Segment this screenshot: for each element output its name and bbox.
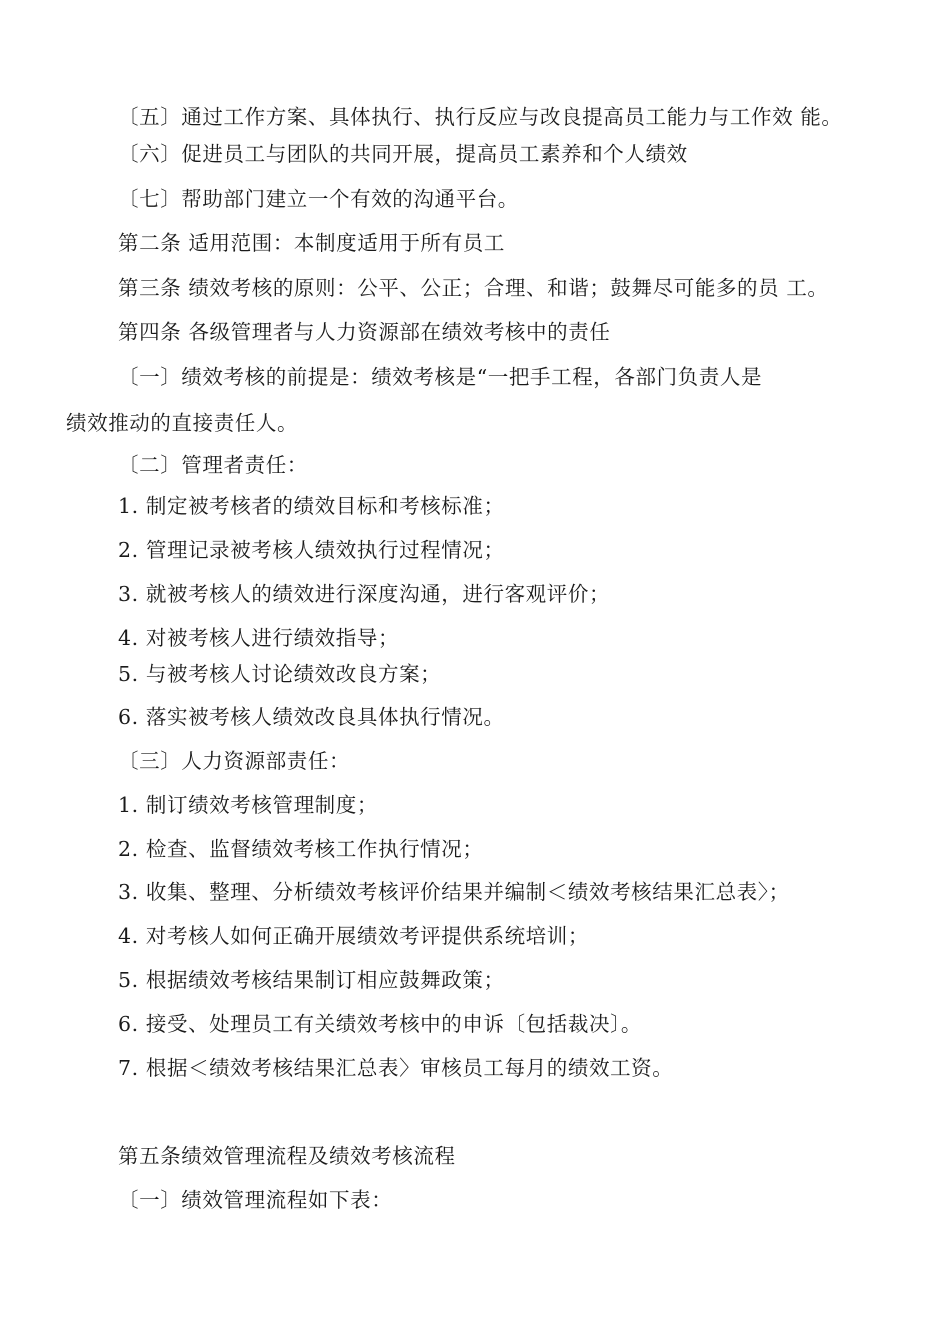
clause-item-7: 〔七〕帮助部门建立一个有效的沟通平台。 bbox=[118, 187, 519, 211]
hr-duty-1: 1. 制订绩效考核管理制度； bbox=[118, 793, 378, 817]
hr-duty-3: 3. 收集、整理、分析绩效考核评价结果并编制＜绩效考核结果汇总表〉； bbox=[118, 880, 790, 904]
hr-duty-6: 6. 接受、处理员工有关绩效考核中的申诉〔包括裁决〕。 bbox=[118, 1012, 643, 1036]
manager-duty-4: 4. 对被考核人进行绩效指导； bbox=[118, 626, 400, 650]
article-3: 第三条 绩效考核的原则：公平、公正；合理、和谐；鼓舞尽可能多的员 工。 bbox=[118, 276, 829, 300]
manager-duties-heading: 〔二〕管理者责任： bbox=[118, 453, 308, 477]
hr-duty-4: 4. 对考核人如何正确开展绩效考评提供系统培训； bbox=[118, 924, 589, 948]
clause-item-5: 〔五〕通过工作方案、具体执行、执行反应与改良提高员工能力与工作效 能。 bbox=[118, 105, 843, 129]
manager-duty-3: 3. 就被考核人的绩效进行深度沟通，进行客观评价； bbox=[118, 582, 611, 606]
hr-duties-heading: 〔三〕人力资源部责任： bbox=[118, 749, 351, 773]
manager-duty-6: 6. 落实被考核人绩效改良具体执行情况。 bbox=[118, 705, 505, 729]
article-5-item-1: 〔一〕绩效管理流程如下表： bbox=[118, 1188, 393, 1212]
manager-duty-1: 1. 制定被考核者的绩效目标和考核标准； bbox=[118, 494, 505, 518]
article-2: 第二条 适用范围：本制度适用于所有员工 bbox=[118, 231, 505, 255]
article-5: 第五条绩效管理流程及绩效考核流程 bbox=[118, 1144, 456, 1168]
hr-duty-2: 2. 检查、监督绩效考核工作执行情况； bbox=[118, 837, 484, 861]
hr-duty-5: 5. 根据绩效考核结果制订相应鼓舞政策； bbox=[118, 968, 505, 992]
article-4: 第四条 各级管理者与人力资源部在绩效考核中的责任 bbox=[118, 320, 611, 344]
manager-duty-5: 5. 与被考核人讨论绩效改良方案； bbox=[118, 662, 442, 686]
clause-item-6: 〔六〕促进员工与团队的共同开展，提高员工素养和个人绩效 bbox=[118, 142, 688, 166]
article-4-item-1-continued: 绩效推动的直接责任人。 bbox=[66, 411, 299, 435]
manager-duty-2: 2. 管理记录被考核人绩效执行过程情况； bbox=[118, 538, 505, 562]
article-4-item-1: 〔一〕绩效考核的前提是：绩效考核是“一把手工程，各部门负责人是 bbox=[118, 365, 763, 389]
hr-duty-7: 7. 根据＜绩效考核结果汇总表〉审核员工每月的绩效工资。 bbox=[118, 1056, 674, 1080]
